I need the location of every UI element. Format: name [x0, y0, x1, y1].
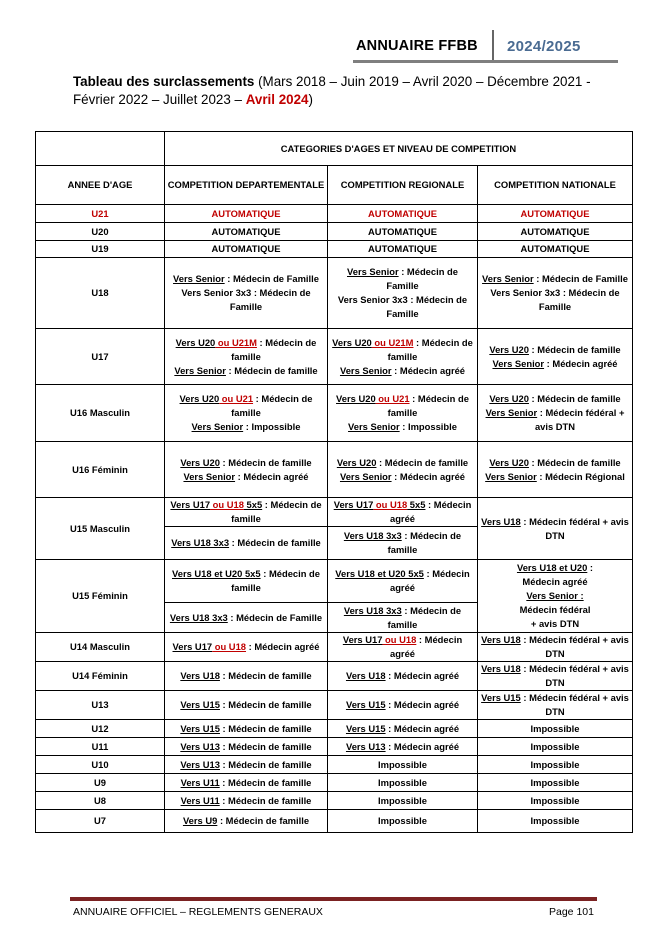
- link-target: Vers U18 3x3: [169, 611, 228, 623]
- table-row: [36, 258, 633, 329]
- link-target: Vers U17: [170, 499, 211, 510]
- table-header-row: [36, 132, 633, 166]
- age-cell: U10: [36, 756, 165, 774]
- rule-cell: [165, 329, 328, 385]
- link-target: 5x5: [407, 499, 426, 510]
- rule-cell: [165, 810, 328, 833]
- link-target: Vers Senior: [492, 357, 545, 369]
- rule-text: : Médecin de Famille: [386, 266, 458, 291]
- rule-cell: [478, 633, 633, 662]
- intro-close: ): [308, 92, 313, 107]
- link-target: Vers U11: [180, 776, 220, 788]
- rule-text: : Médecin de famille: [225, 364, 318, 376]
- link-target: ou U18: [373, 499, 408, 510]
- col-header-reg: COMPETITION REGIONALE: [328, 166, 478, 205]
- rule-cell: [328, 498, 478, 527]
- age-cell: U18: [36, 258, 165, 329]
- intro-dates-highlight: Avril 2024: [245, 92, 309, 107]
- table-row: [36, 756, 633, 774]
- rule-cell: [478, 442, 633, 498]
- age-cell: U17: [36, 329, 165, 385]
- rule-text: : Médecin agréé: [389, 634, 463, 659]
- rule-cell: [165, 385, 328, 442]
- rule-cell: AUTOMATIQUE: [328, 241, 478, 258]
- link-target: ou U21: [375, 393, 410, 404]
- rule-cell: Impossible: [328, 792, 478, 810]
- rule-text: : Impossible: [399, 421, 457, 432]
- age-cell: U8: [36, 792, 165, 810]
- rule-text: : Médecin de famille: [387, 530, 462, 555]
- rule-cell: [165, 603, 328, 633]
- rule-cell: [165, 774, 328, 792]
- rule-text: : Médecin de Famille: [227, 611, 323, 623]
- age-cell: U11: [36, 738, 165, 756]
- rule-cell: [478, 385, 633, 442]
- rule-cell: [165, 498, 328, 527]
- link-target: ou U18: [382, 634, 417, 645]
- footer-rule: [70, 897, 597, 901]
- rule-cell: [328, 691, 478, 720]
- age-cell: U9: [36, 774, 165, 792]
- link-target: Vers U17: [172, 641, 213, 652]
- rule-text: : Médecin de famille: [219, 699, 312, 710]
- rule-text: : Médecin agréé: [246, 641, 320, 652]
- link-target: Vers U13: [180, 758, 220, 770]
- table-row: [36, 738, 633, 756]
- link-target: Vers Senior: [482, 273, 534, 284]
- rule-cell: Impossible: [328, 810, 478, 833]
- table-row: [36, 774, 633, 792]
- header-rule: [353, 60, 618, 63]
- rule-text: : Médecin de famille: [231, 336, 317, 362]
- link-target: Vers U18: [345, 670, 386, 681]
- rule-text: : Médecin de famille: [528, 343, 621, 355]
- link-target: Vers Senior: [339, 470, 392, 482]
- link-target: 5x5: [243, 499, 263, 510]
- rule-cell: AUTOMATIQUE: [478, 241, 633, 258]
- rule-text: : Médecin agréé: [385, 699, 460, 710]
- table-row: [36, 241, 633, 258]
- header-empty-cell: [36, 132, 165, 166]
- rule-text: : Médecin de famille: [528, 456, 621, 468]
- rule-cell: [478, 498, 633, 560]
- link-target: Vers Senior: [485, 407, 538, 418]
- footer-left: ANNUAIRE OFFICIEL – REGLEMENTS GENERAUX: [73, 906, 323, 918]
- rule-cell: Impossible: [478, 738, 633, 756]
- rule-cell: Impossible: [328, 756, 478, 774]
- group-header: CATEGORIES D'AGES ET NIVEAU DE COMPETITION: [165, 132, 633, 166]
- age-cell: U14 Masculin: [36, 633, 165, 662]
- table-row: [36, 442, 633, 498]
- rule-cell: Impossible: [478, 810, 633, 833]
- table-row: [36, 662, 633, 691]
- link-target: Vers U18 3x3: [343, 530, 402, 541]
- age-cell: U15 Masculin: [36, 498, 165, 560]
- table-row: [36, 385, 633, 442]
- link-target: Vers U18: [481, 515, 521, 527]
- rule-text: : Médecin de famille: [387, 336, 473, 362]
- link-target: Vers U15: [345, 722, 386, 734]
- rule-text: : Médecin de famille: [219, 776, 312, 788]
- link-target: Vers U18 et U20 5x5: [172, 568, 261, 579]
- age-cell: U7: [36, 810, 165, 833]
- table-row: [36, 810, 633, 833]
- rule-text: : Médecin agréé: [544, 357, 618, 369]
- link-target: Vers U13: [345, 740, 386, 752]
- table-row: [36, 633, 633, 662]
- rule-cell: [165, 738, 328, 756]
- rule-text: : Médecin agréé: [389, 499, 472, 524]
- age-cell: U16 Masculin: [36, 385, 165, 442]
- rule-text: : Médecin fédéral + avis DTN: [534, 407, 625, 432]
- surclassement-table: [35, 131, 633, 833]
- header-year: 2024/2025: [507, 38, 581, 55]
- link-target: Vers U18 et U20 5x5: [335, 568, 424, 579]
- rule-cell: [328, 329, 478, 385]
- link-target: Vers U17: [342, 634, 383, 645]
- link-target: Vers U18: [481, 663, 521, 674]
- rule-cell: [328, 385, 478, 442]
- rule-cell: Impossible: [328, 774, 478, 792]
- link-target: Vers U11: [180, 794, 220, 806]
- table-row: [36, 205, 633, 223]
- rule-cell: AUTOMATIQUE: [328, 223, 478, 241]
- rule-text: : Médecin fédéral + avis DTN: [520, 634, 629, 659]
- link-target: Vers U15: [481, 692, 521, 703]
- link-target: Vers U20: [175, 336, 216, 348]
- link-target: Vers U20: [336, 456, 377, 468]
- rule-cell: [165, 527, 328, 560]
- rule-cell: [165, 662, 328, 691]
- rule-text: : Médecin de famille: [219, 758, 312, 770]
- rule-text: : Médecin de famille: [219, 456, 312, 468]
- link-target: Vers Senior: [485, 470, 537, 482]
- link-target: Vers Senior: [347, 266, 399, 277]
- rule-cell: [328, 633, 478, 662]
- rule-text: : Médecin fédéral + avis DTN: [520, 515, 629, 541]
- header-title: ANNUAIRE FFBB: [356, 38, 478, 54]
- link-target: Vers U15: [180, 699, 220, 710]
- table-row: [36, 498, 633, 527]
- rule-cell: [328, 442, 478, 498]
- rule-cell: [478, 662, 633, 691]
- link-target: Vers U18: [481, 634, 521, 645]
- rule-cell: Impossible: [478, 774, 633, 792]
- rule-cell: [328, 720, 478, 738]
- age-cell: U19: [36, 241, 165, 258]
- link-target: Vers U18 et U20: [516, 562, 588, 573]
- rule-text: : Médecin de Famille: [538, 287, 620, 312]
- rule-cell: [328, 603, 478, 633]
- rule-cell: [328, 738, 478, 756]
- rule-text: : Médecin de famille: [229, 537, 321, 548]
- rule-text: :: [587, 562, 594, 573]
- rule-text: : Médecin de Famille: [386, 294, 468, 319]
- rule-text: : Impossible: [243, 421, 301, 432]
- rule-cell: [478, 329, 633, 385]
- link-target: Vers U18 3x3: [171, 537, 230, 548]
- rule-text: : Médecin de Famille: [229, 287, 311, 312]
- link-target: Vers Senior: [191, 421, 244, 432]
- rule-text: : Médecin agréé: [389, 568, 470, 593]
- link-target: Vers U20: [180, 456, 220, 468]
- link-target: Vers Senior: [173, 273, 225, 284]
- rule-text: : Médecin agréé: [391, 364, 466, 376]
- rule-text: : Médecin de famille: [231, 393, 313, 418]
- rule-text: : Médecin de famille: [387, 393, 469, 418]
- age-cell: U14 Féminin: [36, 662, 165, 691]
- rule-text: : Médecin de Famille: [533, 273, 628, 284]
- age-cell: U15 Féminin: [36, 560, 165, 633]
- link-target: Vers Senior :: [526, 590, 584, 601]
- link-target: Vers U20: [332, 336, 372, 348]
- link-target: Vers U20: [489, 343, 529, 355]
- rule-text: : Médecin agréé: [391, 470, 466, 482]
- rule-text: : Médecin Régional: [536, 470, 625, 482]
- rule-text: Médecin fédéral: [519, 604, 591, 615]
- link-target: ou U18: [212, 641, 247, 652]
- rule-text: : Médecin de Famille: [224, 273, 319, 284]
- link-target: Vers Senior 3x3: [490, 287, 561, 298]
- age-cell: U16 Féminin: [36, 442, 165, 498]
- link-target: Vers U20: [336, 393, 376, 404]
- intro-title: Tableau des surclassements: [73, 74, 255, 89]
- link-target: Vers U20: [489, 393, 529, 404]
- col-header-dep: COMPETITION DEPARTEMENTALE: [165, 166, 328, 205]
- link-target: Vers Senior: [183, 470, 236, 482]
- table-row: [36, 792, 633, 810]
- rule-cell: Impossible: [478, 756, 633, 774]
- table-row: [36, 223, 633, 241]
- rule-text: : Médecin de famille: [219, 794, 312, 806]
- rule-cell: [165, 756, 328, 774]
- rule-text: : Médecin de famille: [231, 499, 322, 524]
- link-target: Vers U18: [180, 670, 220, 681]
- rule-cell: AUTOMATIQUE: [165, 205, 328, 223]
- link-target: Vers Senior 3x3: [337, 294, 408, 305]
- rule-cell: AUTOMATIQUE: [478, 223, 633, 241]
- rule-text: : Médecin agréé: [235, 470, 309, 482]
- table-row: [36, 720, 633, 738]
- table-row: [36, 560, 633, 603]
- rule-cell: [165, 258, 328, 329]
- link-target: ou U21M: [371, 336, 414, 348]
- header-divider: [492, 30, 494, 62]
- rule-text: : Médecin de famille: [219, 722, 312, 734]
- rule-text: : Médecin fédéral + avis DTN: [520, 663, 629, 688]
- age-cell: U20: [36, 223, 165, 241]
- link-target: Vers U17: [333, 499, 374, 510]
- rule-text: : Médecin de famille: [528, 393, 621, 404]
- link-target: Vers Senior: [348, 421, 400, 432]
- table-subheader-row: [36, 166, 633, 205]
- rule-text: + avis DTN: [530, 618, 580, 629]
- rule-cell: AUTOMATIQUE: [165, 241, 328, 258]
- intro-paragraph: [73, 73, 603, 109]
- rule-text: : Médecin de famille: [376, 456, 469, 468]
- rule-text: : Médecin de famille: [219, 740, 312, 752]
- link-target: Vers U13: [180, 740, 220, 752]
- rule-text: : Médecin de famille: [219, 670, 312, 681]
- rule-cell: AUTOMATIQUE: [328, 205, 478, 223]
- rule-cell: [165, 691, 328, 720]
- rule-text: : Médecin de famille: [387, 604, 462, 630]
- link-target: Vers U9: [182, 815, 218, 826]
- link-target: Vers U20: [489, 456, 529, 468]
- rule-cell: [478, 560, 633, 633]
- rule-cell: Impossible: [478, 792, 633, 810]
- col-header-nat: COMPETITION NATIONALE: [478, 166, 633, 205]
- rule-cell: [328, 527, 478, 560]
- link-target: ou U18: [210, 499, 244, 510]
- link-target: Vers Senior: [174, 364, 226, 376]
- link-target: Vers Senior: [339, 364, 392, 376]
- rule-cell: [328, 560, 478, 603]
- link-target: ou U21: [219, 393, 254, 404]
- link-target: ou U21M: [215, 336, 257, 348]
- rule-cell: [165, 633, 328, 662]
- link-target: Vers U15: [180, 722, 220, 734]
- link-target: Vers Senior 3x3: [181, 287, 252, 298]
- rule-cell: Impossible: [478, 720, 633, 738]
- rule-cell: [478, 258, 633, 329]
- rule-text: : Médecin fédéral + avis DTN: [520, 692, 629, 717]
- link-target: Vers U20: [179, 393, 220, 404]
- rule-text: : Médecin agréé: [385, 740, 460, 752]
- rule-cell: [165, 442, 328, 498]
- rule-cell: [165, 560, 328, 603]
- table-row: [36, 691, 633, 720]
- table-row: [36, 329, 633, 385]
- rule-text: : Médecin de famille: [231, 568, 320, 593]
- link-target: Vers U18 3x3: [343, 604, 402, 616]
- rule-cell: [328, 258, 478, 329]
- rule-cell: [478, 691, 633, 720]
- rule-cell: [165, 792, 328, 810]
- age-cell: U13: [36, 691, 165, 720]
- page-number: Page 101: [549, 906, 594, 918]
- age-cell: U12: [36, 720, 165, 738]
- col-header-age: ANNEE D'AGE: [36, 166, 165, 205]
- age-cell: U21: [36, 205, 165, 223]
- rule-cell: [165, 720, 328, 738]
- rule-text: : Médecin de famille: [217, 815, 310, 826]
- rule-cell: AUTOMATIQUE: [165, 223, 328, 241]
- rule-text: Médecin agréé: [522, 576, 588, 587]
- rule-text: : Médecin agréé: [385, 670, 460, 681]
- link-target: Vers U15: [345, 699, 386, 710]
- rule-cell: [328, 662, 478, 691]
- rule-cell: AUTOMATIQUE: [478, 205, 633, 223]
- intro-dates: (Mars 2018 – Juin 2019 – Avril 2020 – Décembre 2021 - Février 2022 – Juillet 2023 –: [73, 74, 591, 107]
- rule-text: : Médecin agréé: [385, 722, 460, 734]
